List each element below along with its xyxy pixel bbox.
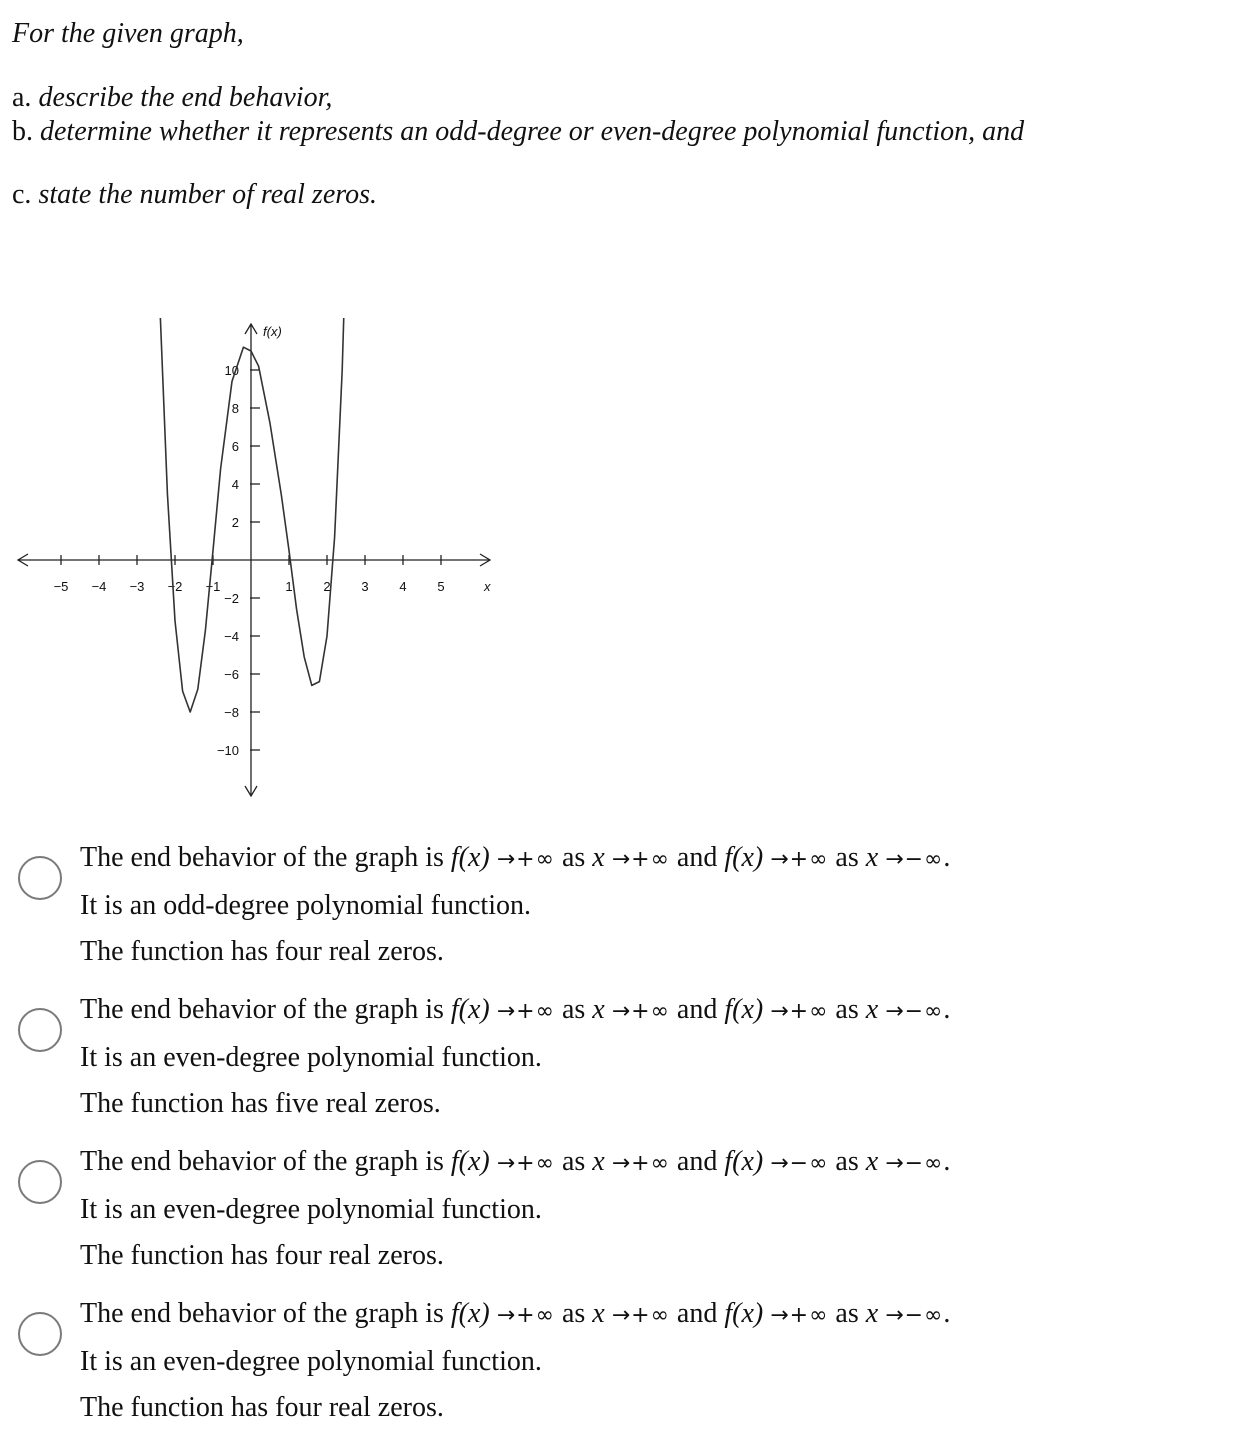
limit-arrow: →+∞ bbox=[496, 1303, 555, 1328]
degree-line: It is an even-degree polynomial function. bbox=[80, 1194, 542, 1225]
radio-button[interactable] bbox=[18, 1160, 62, 1204]
variable-x: x bbox=[865, 842, 879, 873]
as-word: as bbox=[554, 994, 593, 1025]
function-notation: f(x) bbox=[724, 994, 764, 1025]
part-b-label: b. bbox=[12, 116, 33, 147]
end-behavior-line bbox=[80, 1300, 950, 1328]
period: . bbox=[943, 994, 951, 1025]
degree-line: It is an odd-degree polynomial function. bbox=[80, 890, 531, 921]
y-tick-label: −6 bbox=[224, 667, 239, 682]
variable-x: x bbox=[592, 842, 605, 873]
limit-arrow: →−∞ bbox=[885, 1151, 944, 1176]
limit-arrow: →+∞ bbox=[611, 1151, 670, 1176]
as-word: as bbox=[554, 1298, 593, 1329]
and-word: and bbox=[669, 1146, 725, 1177]
end-behavior-line bbox=[80, 1148, 950, 1176]
part-a-text: describe the end behavior, bbox=[38, 82, 333, 113]
function-notation: f(x) bbox=[724, 1146, 764, 1177]
and-word: and bbox=[669, 842, 725, 873]
function-notation: f(x) bbox=[450, 842, 490, 873]
limit-arrow: →−∞ bbox=[770, 1151, 829, 1176]
x-tick-label: −3 bbox=[129, 579, 145, 594]
limit-arrow: →+∞ bbox=[611, 999, 670, 1024]
degree-line: It is an even-degree polynomial function. bbox=[80, 1042, 542, 1073]
as-word: as bbox=[554, 1146, 593, 1177]
zeros-line: The function has four real zeros. bbox=[80, 1240, 444, 1271]
and-word: and bbox=[669, 994, 725, 1025]
part-c-text: state the number of real zeros. bbox=[38, 179, 377, 210]
function-notation: f(x) bbox=[450, 1298, 490, 1329]
variable-x: x bbox=[592, 1146, 605, 1177]
x-tick-label: 4 bbox=[399, 579, 407, 594]
function-notation: f(x) bbox=[724, 842, 764, 873]
y-axis-label: f(x) bbox=[263, 324, 282, 339]
end-behavior-prefix: The end behavior of the graph is bbox=[80, 1298, 451, 1329]
limit-arrow: →−∞ bbox=[885, 847, 944, 872]
zeros-line: The function has four real zeros. bbox=[80, 1392, 444, 1423]
y-tick-label: 8 bbox=[231, 401, 239, 416]
x-tick-label: −4 bbox=[91, 579, 107, 594]
end-behavior-line bbox=[80, 844, 950, 872]
limit-arrow: →−∞ bbox=[885, 1303, 944, 1328]
x-tick-label: −2 bbox=[167, 579, 183, 594]
y-tick-label: −8 bbox=[224, 705, 239, 720]
x-tick-label: −5 bbox=[53, 579, 69, 594]
variable-x: x bbox=[592, 994, 605, 1025]
function-notation: f(x) bbox=[450, 994, 490, 1025]
prompt-part-a bbox=[12, 84, 332, 112]
limit-arrow: →+∞ bbox=[496, 847, 555, 872]
limit-arrow: →+∞ bbox=[496, 999, 555, 1024]
end-behavior-prefix: The end behavior of the graph is bbox=[80, 842, 451, 873]
and-word: and bbox=[669, 1298, 725, 1329]
x-axis-label: x bbox=[484, 579, 491, 594]
radio-button[interactable] bbox=[18, 1008, 62, 1052]
function-notation: f(x) bbox=[724, 1298, 764, 1329]
part-a-label: a. bbox=[12, 82, 32, 113]
as-word: as bbox=[828, 842, 866, 873]
polynomial-graph bbox=[10, 310, 500, 805]
radio-button[interactable] bbox=[18, 1312, 62, 1356]
limit-arrow: →+∞ bbox=[770, 999, 829, 1024]
y-tick-label: 6 bbox=[231, 439, 239, 454]
period: . bbox=[943, 1298, 951, 1329]
limit-arrow: →+∞ bbox=[496, 1151, 555, 1176]
variable-x: x bbox=[592, 1298, 605, 1329]
zeros-line: The function has five real zeros. bbox=[80, 1088, 441, 1119]
as-word: as bbox=[828, 1298, 866, 1329]
y-tick-label: −10 bbox=[216, 743, 239, 758]
y-tick-label: 4 bbox=[231, 477, 239, 492]
limit-arrow: →−∞ bbox=[885, 999, 944, 1024]
y-tick-label: −4 bbox=[224, 629, 239, 644]
limit-arrow: →+∞ bbox=[611, 1303, 670, 1328]
degree-line: It is an even-degree polynomial function. bbox=[80, 1346, 542, 1377]
y-tick-label: 10 bbox=[224, 363, 239, 378]
as-word: as bbox=[554, 842, 593, 873]
limit-arrow: →+∞ bbox=[611, 847, 670, 872]
function-notation: f(x) bbox=[450, 1146, 490, 1177]
radio-button[interactable] bbox=[18, 856, 62, 900]
end-behavior-prefix: The end behavior of the graph is bbox=[80, 1146, 451, 1177]
x-tick-label: 1 bbox=[285, 579, 293, 594]
variable-x: x bbox=[865, 994, 879, 1025]
as-word: as bbox=[828, 994, 866, 1025]
zeros-line: The function has four real zeros. bbox=[80, 936, 444, 967]
prompt-part-c bbox=[12, 181, 377, 209]
part-c-label: c. bbox=[12, 179, 32, 210]
x-tick-label: 3 bbox=[361, 579, 369, 594]
end-behavior-prefix: The end behavior of the graph is bbox=[80, 994, 451, 1025]
as-word: as bbox=[828, 1146, 866, 1177]
limit-arrow: →+∞ bbox=[770, 1303, 829, 1328]
variable-x: x bbox=[865, 1298, 879, 1329]
prompt-part-b bbox=[12, 118, 1024, 146]
y-tick-label: 2 bbox=[231, 515, 239, 530]
limit-arrow: →+∞ bbox=[770, 847, 829, 872]
x-tick-label: −1 bbox=[205, 579, 221, 594]
period: . bbox=[943, 842, 951, 873]
x-tick-label: 5 bbox=[437, 579, 445, 594]
y-tick-label: −2 bbox=[224, 591, 239, 606]
x-tick-label: 2 bbox=[323, 579, 331, 594]
period: . bbox=[943, 1146, 951, 1177]
part-b-text: determine whether it represents an odd-degree or even-degree polynomial function, and bbox=[40, 116, 1025, 147]
prompt-intro: For the given graph, bbox=[12, 18, 244, 49]
end-behavior-line bbox=[80, 996, 950, 1024]
variable-x: x bbox=[865, 1146, 879, 1177]
